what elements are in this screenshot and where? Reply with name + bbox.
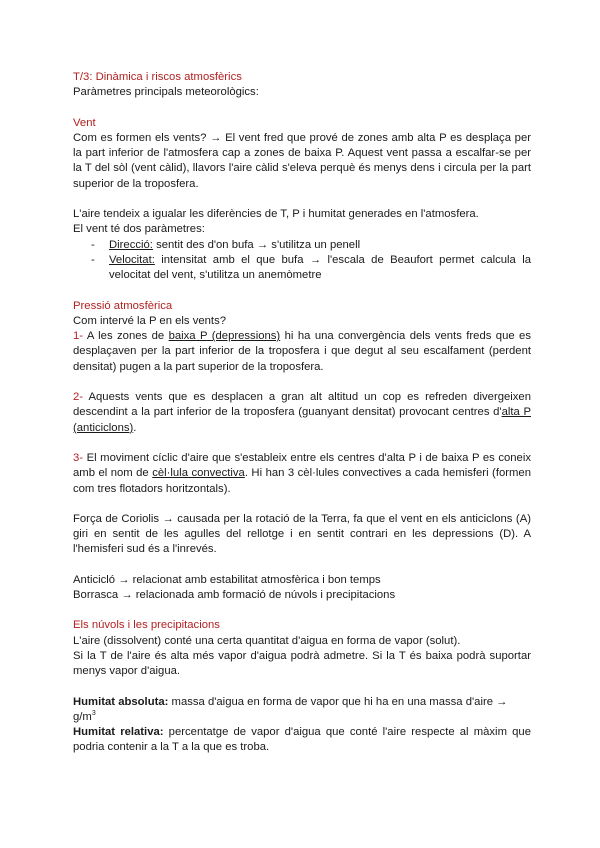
borrasca-line: Borrasca → relacionada amb formació de núvols i precipitacions — [73, 589, 396, 602]
section-heading-nuvols: Els núvols i les precipitacions — [73, 619, 220, 632]
humitat-relativa-definition: Humitat relativa: percentatge de vapor d'aigua que conté l'aire respecte al màxim que podria contenir a la T a la que es troba. — [73, 726, 531, 754]
term-velocitat: Velocitat: — [109, 253, 155, 266]
pressio-paragraph-1: 1- A les zones de baixa P (depressions) hi ha una convergència dels vents freds que es desplaçaven per la part inferior de la troposfera i que degut al seu escalfament (perdent densitat) pugen a la part superior de la troposfera. — [73, 330, 531, 373]
vent-paragraph-parameters: El vent té dos paràmetres: — [73, 223, 205, 236]
humitat-absoluta-definition: Humitat absoluta: massa d'aigua en forma de vapor que hi ha en una massa d'aire → $g/m^3$ — [73, 695, 508, 723]
document-body — [73, 70, 531, 756]
nuvols-paragraph-1: L'aire (dissolvent) conté una certa quantitat d'aigua en forma de vapor (solut). — [73, 634, 461, 647]
pressio-paragraph-2: 2- Aquests vents que es desplacen a gran alt altitud un cop es refreden divergeixen descendint a la part inferior de la troposfera (guanyant densitat) provocant centres d'alta P (anticiclons). — [73, 391, 531, 434]
pressio-question: Com intervé la P en els vents? — [73, 314, 227, 327]
section-heading-pressio: Pressió atmosfèrica — [73, 299, 173, 312]
vent-paragraph-formation: Com es formen els vents? → El vent fred que prové de zones amb alta P es desplaça per la part inferior de l'atmosfera cap a zones de baixa P. Aquest vent passa a escalfar-se per la T del sòl (vent càlid), llavors l'aire càlid s'eleva perquè és menys dens i circula per la part superior de la troposfera. — [73, 131, 531, 190]
page-subtitle: Paràmetres principals meteorològics: — [73, 86, 259, 99]
coriolis-paragraph: Força de Coriolis → causada per la rotació de la Terra, fa que el vent en els anticiclons (A) giri en sentit de les agulles del rellotge i en sentit contrari en les depressions (D). A l'hemisferi sud és a l'inrevés. — [73, 512, 531, 556]
anticiclo-line: Anticicló → relacionat amb estabilitat atmosfèrica i bon temps — [73, 573, 381, 586]
section-heading-vent: Vent — [73, 116, 96, 129]
nuvols-paragraph-2: Si la T de l'aire és alta més vapor d'aigua podrà admetre. Si la T és baixa podrà suportar menys vapor d'aigua. — [73, 649, 531, 678]
page-title: T/3: Dinàmica i riscos atmosfèrics — [73, 71, 242, 83]
list-item: - Velocitat: intensitat amb el que bufa → l'escala de Beaufort permet calcula la velocitat del vent, s'utilitza un anemòmetre — [91, 253, 531, 284]
list-item: - Direcció: sentit des d'on bufa → s'utilitza un penell — [91, 238, 531, 253]
pressio-paragraph-3: 3- El moviment cíclic d'aire que s'estableix entre els centres d'alta P i de baixa P es coneix amb el nom de cèl·lula convectiva. Hi han 3 cèl·lules convectives a cada hemisferi (formen com tres flotadors horitzontals). — [73, 451, 531, 495]
vent-parameter-list — [73, 238, 531, 284]
term-direccio: Direcció: — [109, 238, 153, 251]
vent-paragraph-equalize: L'aire tendeix a igualar les diferències de T, P i humitat generades en l'atmosfera. — [73, 208, 479, 221]
